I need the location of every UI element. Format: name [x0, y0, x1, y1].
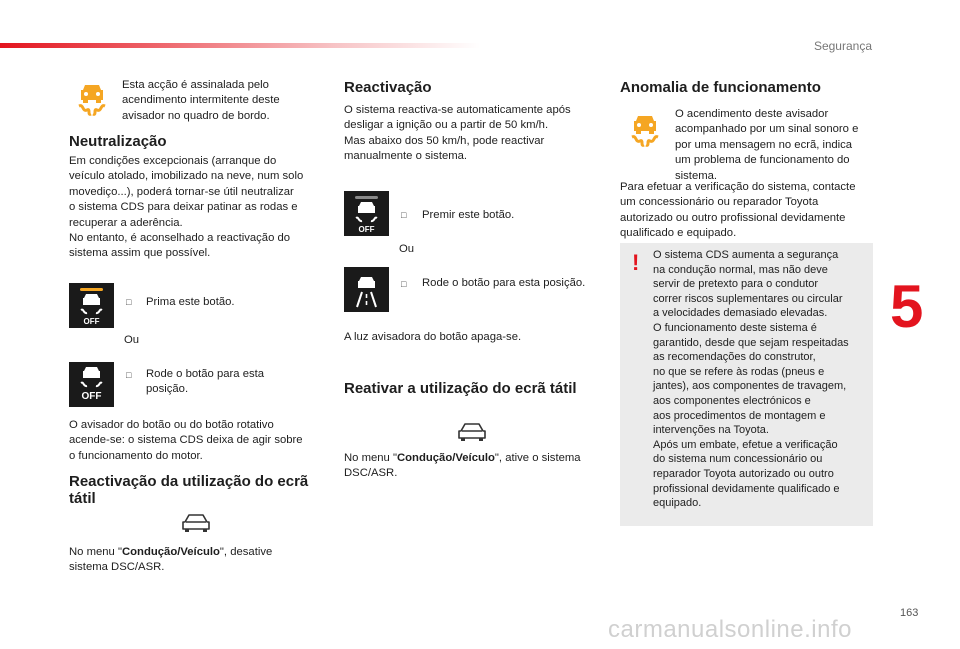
reactivacao-paragraph: O sistema reactiva-se automaticamente após desligar a ignição ou a partir de 50 km/h. Mas abaixo dos 50 km/h, pode reactivar manualmente o sistema. — [344, 104, 571, 163]
car-icon — [181, 511, 211, 535]
neutralizacao-title: Neutralização — [69, 133, 167, 150]
or-text: Ou — [399, 243, 415, 255]
chapter-number: 5 — [890, 273, 924, 340]
step2-text: Rode o botão para esta posição. — [146, 368, 265, 396]
or-text: Ou — [124, 334, 140, 346]
step-bullet-icon: □ — [126, 370, 132, 380]
indicator-paragraph: O avisador do botão ou do botão rotativo acende-se: o sistema CDS deixa de agir sobre o funcionamento do motor. — [69, 419, 303, 462]
light-off-text: A luz avisadora do botão apaga-se. — [344, 331, 522, 343]
skid-warning-icon — [627, 113, 663, 154]
cds-reactivate-button-image — [344, 191, 389, 236]
reactivacao-title: Reactivação — [344, 79, 432, 96]
anomalia-title: Anomalia de funcionamento — [620, 79, 821, 96]
anomalia-paragraph: Para efetuar a verificação do sistema, contacte um concessionário ou reparador Toyota autorizado ou outro profissional devidamente qualificado e equipado. — [620, 181, 856, 240]
skid-warning-icon — [74, 82, 110, 123]
anomalia-intro: O acendimento deste avisador acompanhado por um sinal sonoro e por uma mensagem no ecrã, indica um problema de funcionamento do sistema. — [675, 108, 859, 182]
off-label: OFF — [358, 225, 375, 234]
step-bullet-icon: □ — [126, 297, 132, 307]
step1-text: Prima este botão. — [146, 296, 235, 308]
neutralizacao-paragraph: Em condições excepcionais (arranque do veículo atolado, imobilizado na neve, num solo movediço...), poderá tornar-se útil neutralizar o sistema CDS para deixar patinar as rodas e recuperar a aderência. No entanto, é aconselhado a reactivação do sistema assim que possível. — [69, 155, 304, 260]
off-label: OFF — [83, 317, 100, 326]
step1-text: Premir este botão. — [422, 209, 515, 221]
menu-instruction-deactivate: No menu "Condução/Veículo", desative sistema DSC/ASR. — [69, 546, 273, 574]
cds-off-rotary-image — [69, 362, 114, 407]
menu-instruction-activate: No menu "Condução/Veículo", ative o sistema DSC/ASR. — [344, 452, 581, 480]
page-number: 163 — [900, 607, 919, 619]
watermark: carmanualsonline.info — [608, 616, 852, 643]
section-title: Segurança — [813, 39, 872, 53]
step-bullet-icon: □ — [401, 210, 407, 220]
step-bullet-icon: □ — [401, 279, 407, 289]
off-label: OFF — [81, 391, 102, 402]
warning-exclamation-icon: ! — [632, 250, 640, 275]
step2-text: Rode o botão para esta posição. — [422, 277, 586, 289]
cds-off-button-image — [69, 283, 114, 328]
intro-text: Esta acção é assinalada pelo acendimento intermitente deste avisador no quadro de bordo. — [122, 79, 280, 122]
reactivacao-ecra-title: Reactivação da utilização do ecrã tátil — [69, 473, 309, 507]
car-icon — [457, 420, 487, 444]
reativar-ecra-title: Reativar a utilização do ecrã tátil — [344, 380, 577, 397]
cds-rotary-on-image — [344, 267, 389, 312]
header-accent-bar — [0, 43, 480, 48]
warning-text: O sistema CDS aumenta a segurança na condução normal, mas não deve servir de pretexto para o condutor correr riscos suplementares ou circular a velocidades demasiado elevadas. O funcionamento deste sistema é garantido, desde que sejam respeitadas as recomendações do construtor, no que se refere às rodas (pneus e jantes), aos componentes de travagem, aos componentes electrónicos e aos procedimentos de montagem e intervenções na Toyota. Após um embate, efetue a verificação do sistema num concessionário ou reparador Toyota autorizado ou outro profissional devidamente qualificado e equipado. — [653, 249, 849, 510]
